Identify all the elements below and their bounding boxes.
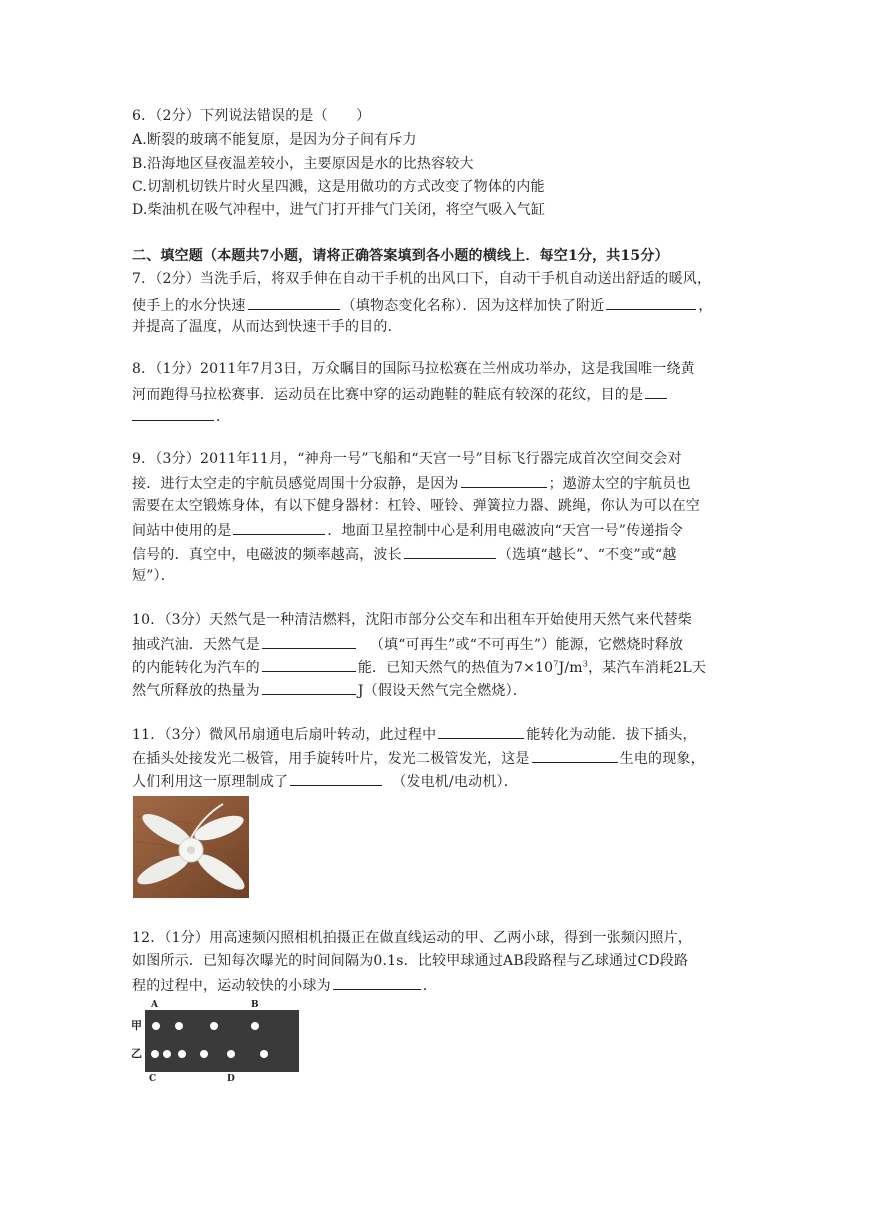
label-a: A — [151, 1000, 158, 1010]
q10-text-g: J（假设天然气完全燃烧）． — [357, 683, 528, 699]
q11-blank-2[interactable] — [532, 747, 618, 763]
ball-yi — [163, 1050, 171, 1058]
q7-line-1: 7．（2分）当洗手后，将双手伸在自动干手机的出风口下，自动干手机自动送出舒适的暖风， — [132, 271, 712, 287]
ball-jia — [251, 1022, 259, 1030]
q9-text-f: （选填“越长”、“不变”或“越 — [497, 547, 677, 563]
q9-line-5 — [132, 543, 677, 565]
q10-text-d: 能．已知天然气的热值为7×10 — [357, 660, 554, 676]
q8-blank[interactable] — [132, 405, 214, 421]
q8-line-2 — [132, 383, 669, 405]
q9-line-1: 9．（3分）2011年11月，“神舟一号”飞船和“天宫一号”目标飞行器完成首次空间交会对 — [132, 451, 682, 467]
q11-text-b: 能转化为动能．拔下插头， — [526, 727, 697, 743]
q11-text-d: 生电的现象， — [619, 751, 705, 767]
q8-line-1: 8．（1分）2011年7月3日，万众瞩目的国际马拉松赛在兰州成功举办，这是我国唯一绕黄 — [132, 361, 695, 377]
q6-option-c: C.切割机切铁片时火星四溅，这是用做功的方式改变了物体的内能 — [132, 179, 545, 195]
q7-line-3: 并提高了温度，从而达到快速干手的目的． — [132, 319, 402, 335]
ball-yi — [227, 1050, 235, 1058]
q6-option-d: D.柴油机在吸气冲程中，进气门打开排气门关闭，将空气吸入气缸 — [132, 202, 546, 218]
q10-unit-exponent: 3 — [582, 659, 589, 669]
strobe-photo-figure — [131, 998, 303, 1084]
q7-blank-2[interactable] — [606, 294, 696, 310]
ball-yi — [178, 1050, 186, 1058]
q10-text-a: 抽或汽油．天然气是 — [132, 637, 260, 653]
q12-text-a: 程的过程中，运动较快的小球为 — [132, 978, 331, 994]
q11-blank-3[interactable] — [290, 770, 382, 786]
q10-blank-1[interactable] — [262, 633, 356, 649]
q10-text-e: ，某汽车消耗2L天 — [588, 660, 707, 676]
q11-text-c: 在插头处接发光二极管，用手旋转叶片，发光二极管发光，这是 — [132, 751, 530, 767]
row-label-yi: 乙 — [131, 1047, 142, 1060]
q8-blank-start[interactable] — [645, 383, 667, 399]
q8-line-3 — [132, 405, 230, 427]
q11-line-3 — [132, 770, 518, 792]
q9-blank-2[interactable] — [233, 519, 325, 535]
q12-line-1: 12．（1分）用高速频闪照相机拍摄正在做直线运动的甲、乙两小球，得到一张频闪照片， — [132, 930, 692, 946]
q9-text-c: 间站中使用的是 — [132, 523, 232, 539]
q12-text-b: ． — [422, 978, 438, 994]
strobe-film — [145, 1010, 299, 1072]
q9-line-4 — [132, 519, 683, 541]
label-c: C — [149, 1074, 157, 1084]
q10-line-1: 10．（3分）天然气是一种清洁燃料，沈阳市部分公交车和出租车开始使用天然气来代替柴 — [132, 612, 692, 628]
q9-text-e: 信号的．真空中，电磁波的频率越高，波长 — [132, 547, 402, 563]
ball-jia — [210, 1022, 218, 1030]
q9-text-d: ．地面卫星控制中心是利用电磁波向“天宫一号”传递指令 — [327, 523, 683, 539]
row-label-jia: 甲 — [131, 1019, 142, 1032]
q11-line-1 — [132, 723, 697, 745]
ceiling-fan-photo — [133, 796, 249, 898]
q9-line-6: 短”）． — [132, 568, 175, 584]
q7-line-2 — [132, 294, 713, 316]
q10-text-c: 的内能转化为汽车的 — [132, 660, 260, 676]
q11-line-2 — [132, 747, 705, 769]
ball-jia — [152, 1022, 160, 1030]
q11-text-a: 11．（3分）微风吊扇通电后扇叶转动，此过程中 — [132, 727, 437, 743]
q12-blank[interactable] — [333, 974, 421, 990]
ball-yi — [151, 1050, 159, 1058]
q9-blank-1[interactable] — [461, 472, 547, 488]
q12-line-2: 如图所示．已知每次曝光的时间间隔为0.1s．比较甲球通过AB段路程与乙球通过CD段路 — [132, 953, 689, 969]
q7-text-b: （填物态变化名称）．因为这样加快了附近 — [341, 298, 605, 314]
q10-text-f: 然气所释放的热量为 — [132, 683, 260, 699]
q9-text-b: ；遨游太空的宇航员也 — [548, 476, 691, 492]
ball-jia — [175, 1022, 183, 1030]
q6-stem: 6．（2分）下列说法错误的是（ ） — [132, 108, 371, 124]
q12-line-3 — [132, 974, 437, 996]
q8-end: ． — [216, 409, 231, 425]
q10-exponent: 7 — [553, 659, 559, 669]
q11-blank-1[interactable] — [438, 723, 524, 739]
q9-line-2 — [132, 472, 691, 494]
q10-line-2 — [132, 633, 683, 655]
q10-line-4 — [132, 679, 527, 701]
q6-option-a: A.断裂的玻璃不能复原，是因为分子间有斥力 — [132, 132, 417, 148]
q10-unit: J/m — [558, 660, 583, 676]
ball-yi — [200, 1050, 208, 1058]
q8-text: 河而跑得马拉松赛事．运动员在比赛中穿的运动跑鞋的鞋底有较深的花纹，目的是 — [132, 387, 644, 403]
label-d: D — [227, 1074, 235, 1084]
q11-text-f: （发电机/电动机）． — [392, 774, 518, 790]
q6-option-b: B.沿海地区昼夜温差较小，主要原因是水的比热容较大 — [132, 156, 474, 172]
q10-text-b: （填“可再生”或“不可再生”）能源，它燃烧时释放 — [369, 637, 684, 653]
section-heading: 二、填空题（本题共7小题，请将正确答案填到各小题的横线上．每空1分，共15分） — [132, 248, 669, 264]
q10-line-3 — [132, 656, 706, 678]
ball-yi — [260, 1050, 268, 1058]
fan-center — [187, 846, 195, 854]
q10-blank-3[interactable] — [262, 679, 356, 695]
q11-text-e: 人们利用这一原理制成了 — [132, 774, 289, 790]
q7-text-c: ， — [698, 298, 713, 314]
q9-text-a: 接．进行太空走的宇航员感觉周围十分寂静，是因为 — [132, 476, 459, 492]
q9-line-3: 需要在太空锻炼身体，有以下健身器材：杠铃、哑铃、弹簧拉力器、跳绳，你认为可以在空 — [132, 498, 700, 514]
q7-blank-1[interactable] — [248, 294, 340, 310]
label-b: B — [251, 1000, 259, 1010]
q10-blank-2[interactable] — [262, 656, 356, 672]
q9-blank-3[interactable] — [404, 543, 496, 559]
q7-text-a: 使手上的水分快速 — [132, 298, 246, 314]
